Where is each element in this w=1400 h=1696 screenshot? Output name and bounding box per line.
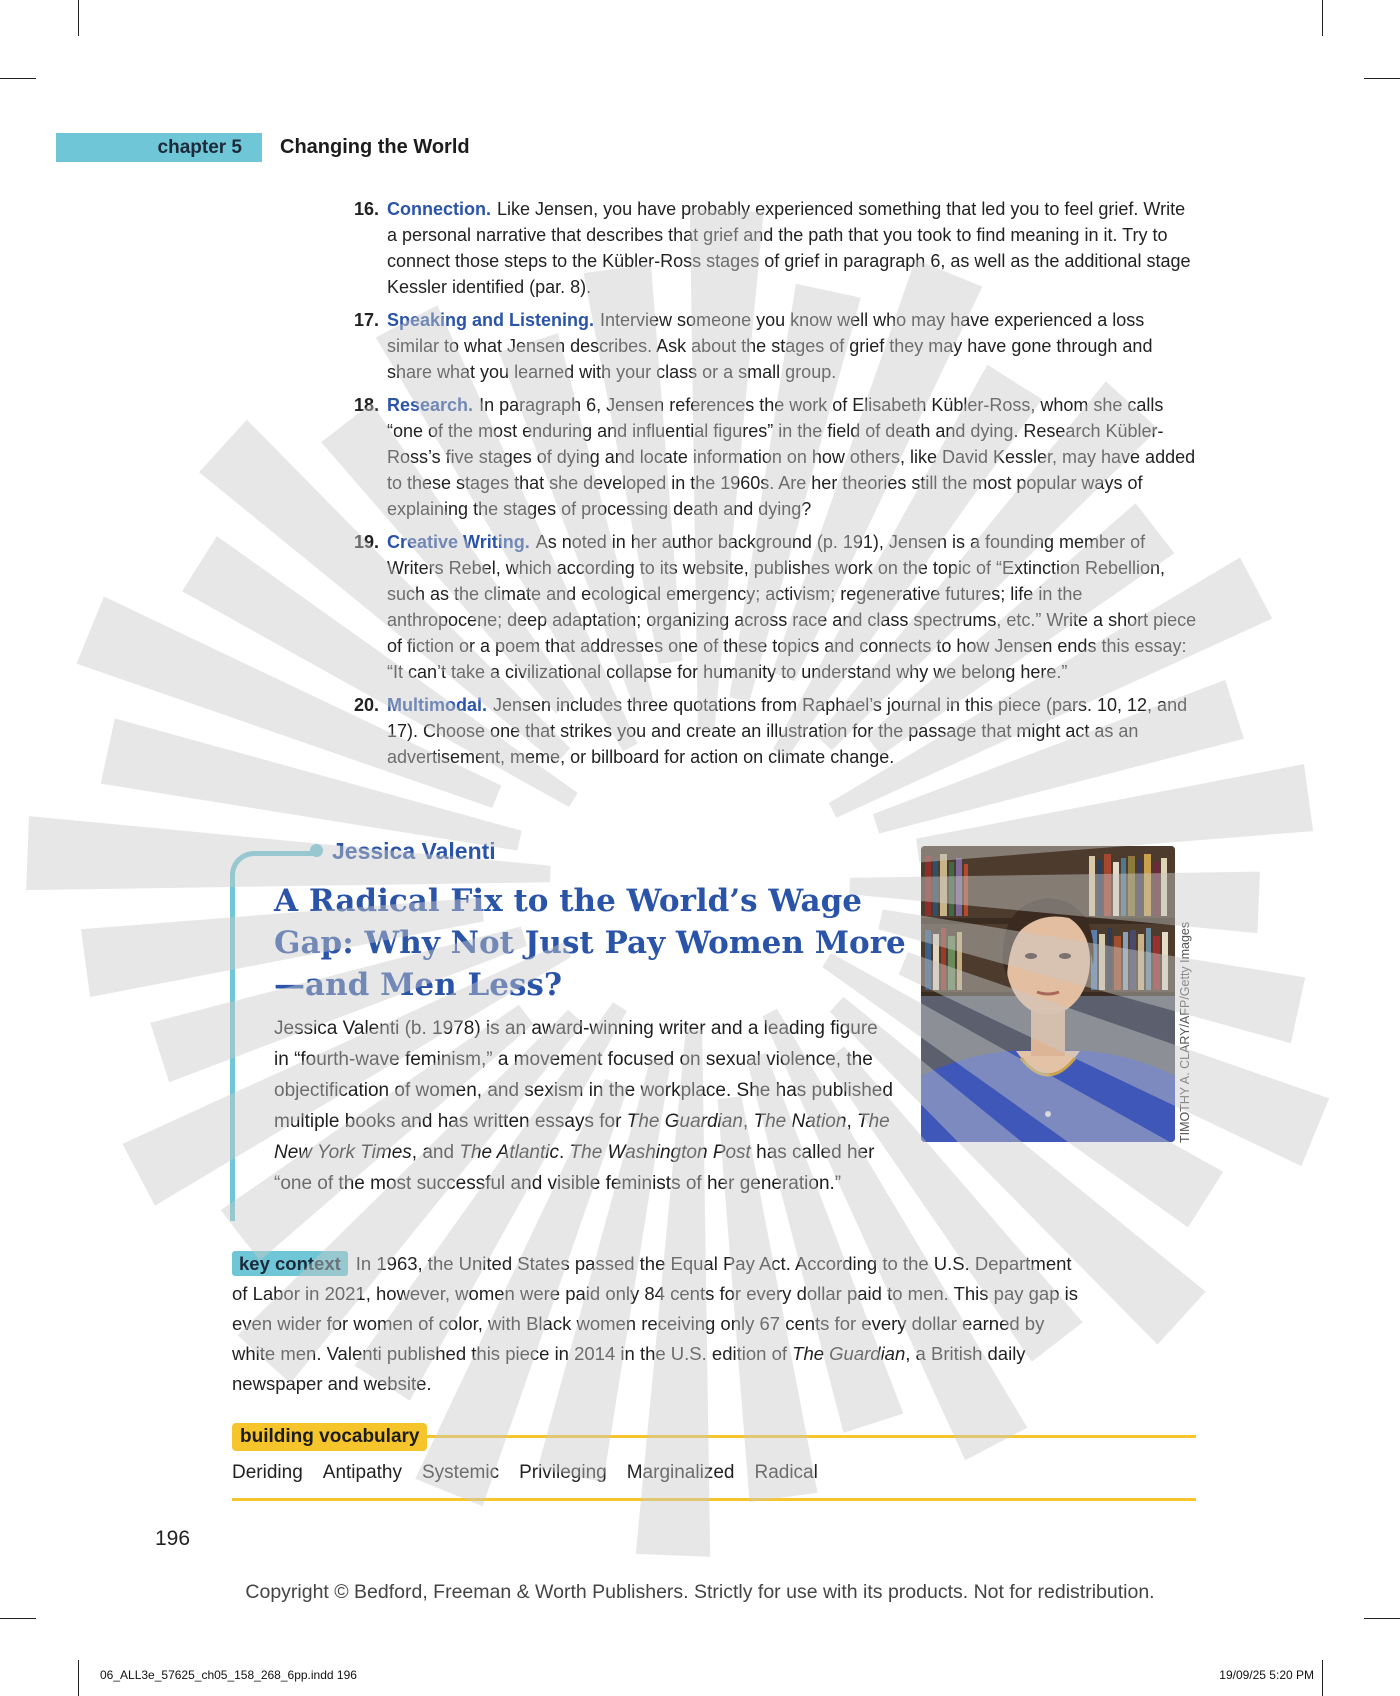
question-number: 16. bbox=[353, 199, 379, 219]
crop-mark bbox=[1322, 1660, 1323, 1696]
chapter-title: Changing the World bbox=[280, 136, 470, 158]
crop-mark bbox=[78, 0, 79, 36]
question-label: Speaking and Listening. bbox=[387, 310, 595, 330]
vocab-word: Privileging bbox=[519, 1462, 607, 1483]
question-list bbox=[340, 196, 1200, 777]
chapter-header bbox=[56, 133, 470, 162]
list-item bbox=[340, 392, 1200, 522]
question-text: Interview someone you know well who may have experienced a loss similar to what Jensen describes. Ask about the stages of grief they may have gone through and share what you learned with your class or a small group. bbox=[387, 310, 1153, 382]
print-slug-file: 06_ALL3e_57625_ch05_158_268_6pp.indd 196 bbox=[100, 1668, 357, 1682]
author-bio: Jessica Valenti (b. 1978) is an award-winning writer and a leading figure in “fourth-wave feminism,” a movement focused on sexual violence, the objectification of women, and sexism in the workplace. She has published multiple books and has written essays for The Guardian, The Nation, The New York Times, and The Atlantic. The Washington Post has called her “one of the most successful and visible feminists of her generation.” bbox=[274, 1018, 893, 1194]
vocab-word-list bbox=[232, 1462, 818, 1484]
list-item bbox=[340, 692, 1200, 770]
vocab-word: Marginalized bbox=[626, 1462, 735, 1483]
author-name: Jessica Valenti bbox=[332, 838, 496, 864]
question-label: Multimodal. bbox=[387, 695, 487, 715]
photo-credit: TIMOTHY A. CLARY/AFP/Getty Images bbox=[1178, 921, 1192, 1143]
bracket-dot bbox=[310, 844, 323, 857]
question-number: 18. bbox=[353, 395, 379, 415]
list-item bbox=[340, 196, 1200, 300]
question-label: Creative Writing. bbox=[387, 532, 530, 552]
page-number: 196 bbox=[155, 1527, 191, 1550]
essay-title: A Radical Fix to the World’s Wage Gap: Why Not Just Pay Women More—and Men Less? bbox=[274, 883, 906, 1003]
crop-mark bbox=[78, 1660, 79, 1696]
crop-mark bbox=[0, 78, 36, 79]
vocab-rule-bottom bbox=[232, 1498, 1196, 1501]
print-slug-date: 19/09/25 5:20 PM bbox=[1219, 1668, 1314, 1682]
question-number: 20. bbox=[353, 695, 379, 715]
question-number: 17. bbox=[353, 310, 379, 330]
vocab-word: Systemic bbox=[422, 1462, 500, 1483]
author-photo bbox=[921, 846, 1175, 1142]
chapter-label: chapter 5 bbox=[56, 133, 262, 162]
question-text: In paragraph 6, Jensen references the work of Elisabeth Kübler-Ross, whom she calls “one of the most enduring and influential figures” in the field of death and dying. Research Kübler-Ross’s five stages of dying and locate information on how others, like David Kessler, may have added to these stages that she developed in the 1960s. Are her theories still the most popular ways of explaining the stages of processing death and dying? bbox=[387, 395, 1196, 519]
vocab-tag: building vocabulary bbox=[232, 1423, 427, 1451]
question-text: Jensen includes three quotations from Raphael’s journal in this piece (pars. 10, 12, and 17). Choose one that strikes you and create an illustration for the passage that might act as an advertisement, meme, or billboard for action on climate change. bbox=[387, 695, 1188, 767]
list-item bbox=[340, 307, 1200, 385]
question-text: Like Jensen, you have probably experienced something that led you to feel grief. Write a personal narrative that describes that grief and the path that you took to find meaning in it. Try to connect those steps to the Kübler-Ross stages of grief in paragraph 6, as well as the additional stage Kessler identified (par. 8). bbox=[387, 199, 1191, 297]
crop-mark bbox=[1364, 78, 1400, 79]
crop-mark bbox=[0, 1618, 36, 1619]
key-context-tag: key context bbox=[232, 1251, 348, 1276]
vocab-rule-top bbox=[420, 1435, 1196, 1438]
crop-mark bbox=[1364, 1618, 1400, 1619]
crop-mark bbox=[1322, 0, 1323, 36]
question-label: Research. bbox=[387, 395, 474, 415]
question-text: As noted in her author background (p. 191), Jensen is a founding member of Writers Rebel, which according to its website, publishes work on the topic of “Extinction Rebellion, such as the climate and ecological emergency; activism; regenerative futures; life in the anthropocene; deep adaptation; organizing across race and class spectrums, etc.” Write a short piece of fiction or a poem that addresses one of these topics and connects to how Jensen ends this essay: “It can’t take a civilizational collapse for humanity to understand why we belong here.” bbox=[387, 532, 1197, 682]
question-number: 19. bbox=[353, 532, 379, 552]
vocab-word: Antipathy bbox=[322, 1462, 402, 1483]
vocab-word: Radical bbox=[754, 1462, 818, 1483]
question-label: Connection. bbox=[387, 199, 491, 219]
vocab-word: Deriding bbox=[232, 1462, 303, 1483]
copyright-notice: Copyright © Bedford, Freeman & Worth Publishers. Strictly for use with its products. Not for redistribution. bbox=[245, 1581, 1155, 1603]
key-context: key context In 1963, the United States passed the Equal Pay Act. According to the U.S. Department of Labor in 2021, however, women were paid only 84 cents for every dollar paid to men. This pay gap is even wider for women of color, with Black women receiving only 67 cents for every dollar earned by white men. Valenti published this piece in 2014 in the U.S. edition of The Guardian, a British daily newspaper and website. bbox=[232, 1253, 1079, 1394]
list-item bbox=[340, 529, 1200, 685]
